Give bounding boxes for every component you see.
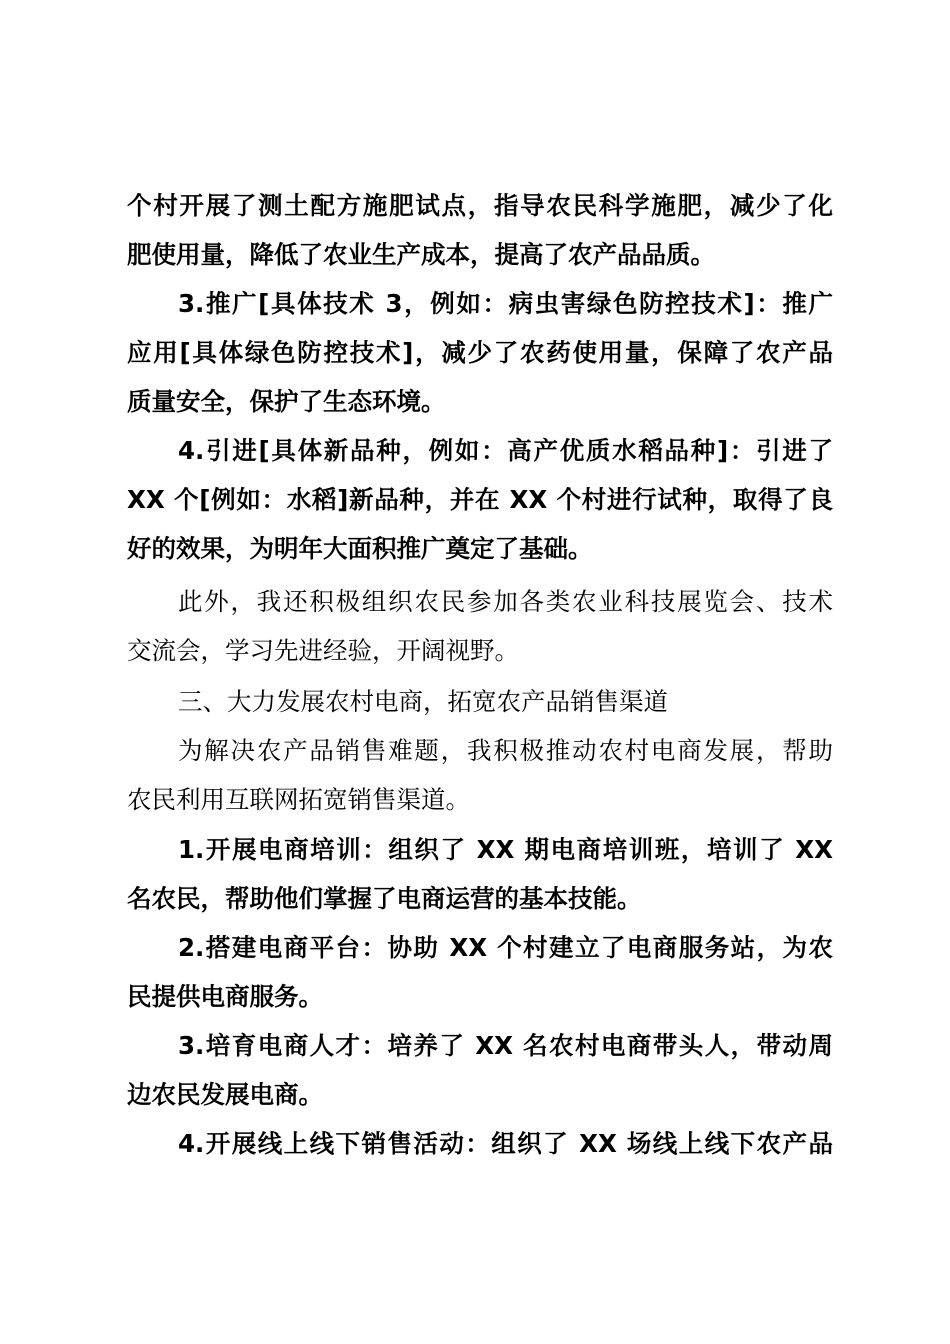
paragraph-line: 农民利用互联网拓宽销售渠道。 [127, 785, 470, 814]
text-line: 个村开展了测土配方施肥试点，指导农民科学施肥，减少了化 [127, 191, 833, 220]
text-line: XX 个[例如：水稻]新品种，并在 XX 个村进行试种，取得了良 [127, 485, 833, 514]
list-item-heading: 4.开展线上线下销售活动：组织了 XX 场线上线下农产品 [178, 1129, 833, 1158]
text-line: 名农民，帮助他们掌握了电商运营的基本技能。 [127, 884, 642, 913]
list-item-heading: 3.培育电商人才：培养了 XX 名农村电商带头人，带动周 [178, 1031, 833, 1060]
text-line: 边农民发展电商。 [127, 1080, 323, 1109]
list-item-heading: 1.开展电商培训：组织了 XX 期电商培训班，培训了 XX [178, 835, 833, 864]
list-item-heading: 2.搭建电商平台：协助 XX 个村建立了电商服务站，为农 [178, 933, 833, 962]
text-line: 肥使用量，降低了农业生产成本，提高了农产品品质。 [127, 240, 715, 269]
text-line: 质量安全，保护了生态环境。 [127, 387, 446, 416]
list-item-heading: 3.推广[具体技术 3，例如：病虫害绿色防控技术]：推广 [178, 289, 833, 318]
text-line: 应用[具体绿色防控技术]，减少了农药使用量，保障了农产品 [127, 338, 833, 367]
text-line: 好的效果，为明年大面积推广奠定了基础。 [127, 534, 593, 563]
paragraph-line: 交流会，学习先进经验，开阔视野。 [127, 636, 519, 665]
paragraph-line: 为解决农产品销售难题，我积极推动农村电商发展，帮助 [178, 736, 833, 765]
list-item-heading: 4.引进[具体新品种，例如：高产优质水稻品种]：引进了 [178, 436, 833, 465]
section-heading: 三、大力发展农村电商，拓宽农产品销售渠道 [178, 687, 668, 716]
text-line: 民提供电商服务。 [127, 982, 323, 1011]
paragraph-line: 此外，我还积极组织农民参加各类农业科技展览会、技术 [178, 587, 833, 616]
